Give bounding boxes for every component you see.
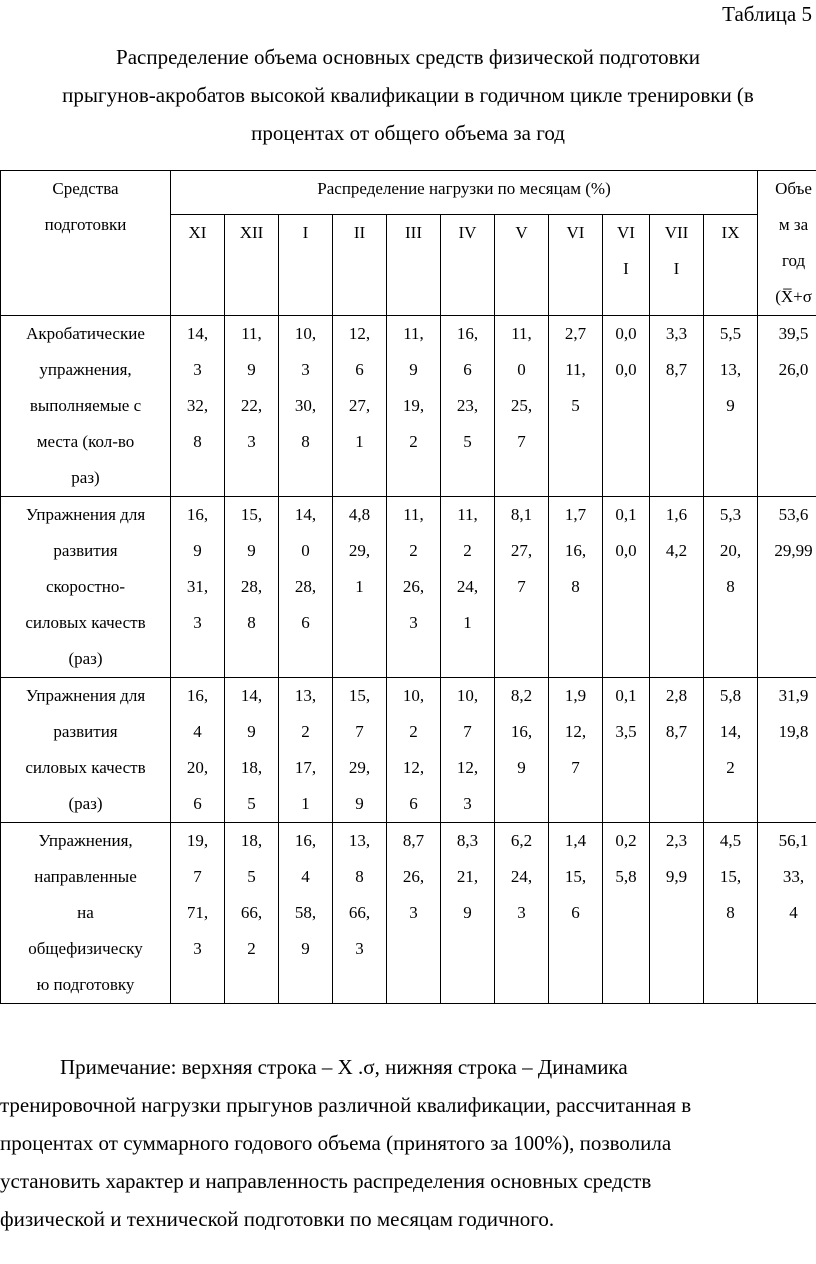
value-cell-line: 4,2 (665, 541, 688, 560)
value-cell-line: 66, (348, 903, 371, 922)
header-month (495, 215, 549, 316)
value-cell-line: 58, (294, 903, 317, 922)
header-month-line: I (302, 223, 309, 242)
value-cell-line: 66, (240, 903, 263, 922)
value-cell-line: 15, (719, 867, 742, 886)
value-cell-line: 12, (402, 758, 425, 777)
total-cell-line: 39,5 (778, 324, 809, 343)
row-name (1, 316, 171, 497)
value-cell-line: 6 (301, 613, 310, 632)
header-month (171, 215, 225, 316)
value-cell (441, 316, 495, 497)
value-cell-line: 8,7 (665, 360, 688, 379)
row-name-line: развития (53, 722, 118, 741)
value-cell-line: 19, (402, 396, 425, 415)
value-cell-line: 19, (186, 831, 209, 850)
value-cell-line: 5,8 (719, 686, 742, 705)
header-month-line: I (673, 259, 680, 278)
value-cell-line: 16, (510, 722, 533, 741)
row-name-line: раз) (71, 468, 100, 487)
value-cell-line: 71, (186, 903, 209, 922)
value-cell (495, 316, 549, 497)
value-cell-line: 2 (301, 722, 310, 741)
value-cell-line: 1,7 (564, 505, 587, 524)
note-line: процентах от суммарного годового объема (принятого за 100%), позволила (0, 1131, 672, 1155)
value-cell-line: 9 (247, 360, 256, 379)
value-cell-line: 7 (463, 722, 472, 741)
row-name-line: (раз) (68, 649, 103, 668)
value-cell-line: 9 (517, 758, 526, 777)
header-month-line: II (353, 223, 366, 242)
value-cell-line: 8 (571, 577, 580, 596)
value-cell-line: 28, (294, 577, 317, 596)
row-name-line: выполняемые с (29, 396, 142, 415)
value-cell-line: 16, (564, 541, 587, 560)
value-cell-line: 8 (726, 577, 735, 596)
value-cell-line: 8,1 (510, 505, 533, 524)
value-cell (603, 316, 650, 497)
value-cell-line: 5 (463, 432, 472, 451)
value-cell-line: 24, (510, 867, 533, 886)
value-cell-line: 11, (403, 324, 424, 343)
value-cell (704, 678, 758, 823)
row-name-line: ю подготовку (36, 975, 135, 994)
value-cell-line: 8,3 (456, 831, 479, 850)
value-cell (387, 678, 441, 823)
value-cell-line: 16, (294, 831, 317, 850)
value-cell-line: 2,7 (564, 324, 587, 343)
header-means-line: подготовки (44, 215, 127, 234)
value-cell (549, 823, 603, 1004)
header-month (225, 215, 279, 316)
value-cell-line: 6 (193, 794, 202, 813)
value-cell (387, 497, 441, 678)
value-cell-line: 11, (511, 324, 532, 343)
value-cell-line: 2 (463, 541, 472, 560)
value-cell (387, 316, 441, 497)
value-cell-line: 16, (456, 324, 479, 343)
value-cell-line: 29, (348, 541, 371, 560)
header-month-line: VI (617, 223, 635, 242)
value-cell-line: 15, (240, 505, 263, 524)
value-cell-line: 8 (247, 613, 256, 632)
value-cell-line: 28, (240, 577, 263, 596)
value-cell-line: 8 (193, 432, 202, 451)
value-cell-line: 5 (247, 867, 256, 886)
header-total-line: (X̅+σ (775, 287, 812, 306)
table-title (0, 38, 816, 152)
value-cell-line: 4 (301, 867, 310, 886)
header-month-line: I (623, 259, 629, 278)
value-cell-line: 7 (571, 758, 580, 777)
value-cell-line: 3 (355, 939, 364, 958)
value-cell (279, 316, 333, 497)
value-cell-line: 30, (294, 396, 317, 415)
value-cell (387, 823, 441, 1004)
header-distribution: Распределение нагрузки по месяцам (%) (171, 171, 758, 215)
total-cell-line: 26,0 (778, 360, 809, 379)
value-cell-line: 20, (719, 541, 742, 560)
row-name-line: развития (53, 541, 118, 560)
value-cell-line: 1,6 (665, 505, 688, 524)
value-cell-line: 24, (456, 577, 479, 596)
total-cell-line: 31,9 (778, 686, 809, 705)
row-name (1, 678, 171, 823)
value-cell-line: 3 (193, 613, 202, 632)
value-cell-line: 3 (193, 939, 202, 958)
total-cell (758, 316, 816, 497)
value-cell-line: 2,3 (665, 831, 688, 850)
value-cell-line: 7 (193, 867, 202, 886)
value-cell (279, 497, 333, 678)
value-cell-line: 1,4 (564, 831, 587, 850)
value-cell-line: 9 (463, 903, 472, 922)
value-cell (495, 497, 549, 678)
value-cell-line: 16, (186, 505, 209, 524)
value-cell-line: 1 (463, 613, 472, 632)
header-month-line: V (515, 223, 528, 242)
value-cell-line: 2,8 (665, 686, 688, 705)
value-cell (279, 678, 333, 823)
row-name-line: силовых качеств (25, 758, 146, 777)
note-line: Примечание: верхняя строка – X .σ, нижняя строка – Динамика (60, 1055, 628, 1079)
value-cell-line: 18, (240, 831, 263, 850)
header-total-line: Объе (775, 179, 812, 198)
value-cell-line: 15, (564, 867, 587, 886)
header-month-line: IX (721, 223, 740, 242)
value-cell (441, 823, 495, 1004)
value-cell-line: 3 (409, 613, 418, 632)
title-line: прыгунов-акробатов высокой квалификации в годичном цикле тренировки (в (62, 83, 754, 107)
value-cell-line: 8,7 (402, 831, 425, 850)
header-month-line: XII (239, 223, 264, 242)
value-cell (603, 678, 650, 823)
value-cell-line: 26, (402, 867, 425, 886)
value-cell (704, 316, 758, 497)
value-cell-line: 8 (726, 903, 735, 922)
note-line: установить характер и направленность распределения основных средств (0, 1169, 652, 1193)
row-name-line: общефизическу (28, 939, 143, 958)
value-cell (650, 497, 704, 678)
value-cell-line: 0,1 (615, 505, 637, 524)
value-cell-line: 14, (719, 722, 742, 741)
value-cell-line: 9 (355, 794, 364, 813)
value-cell-line: 2 (726, 758, 735, 777)
value-cell-line: 5 (571, 396, 580, 415)
value-cell-line: 6 (355, 360, 364, 379)
header-month (279, 215, 333, 316)
value-cell (171, 678, 225, 823)
value-cell-line: 23, (456, 396, 479, 415)
value-cell-line: 18, (240, 758, 263, 777)
value-cell-line: 14, (186, 324, 209, 343)
total-cell (758, 497, 816, 678)
header-month-line: VII (664, 223, 689, 242)
value-cell (333, 497, 387, 678)
value-cell-line: 0,1 (615, 686, 637, 705)
value-cell-line: 10, (402, 686, 425, 705)
note-line: тренировочной нагрузки прыгунов различной квалификации, рассчитанная в (0, 1093, 692, 1117)
value-cell-line: 12, (456, 758, 479, 777)
header-month-line: VI (566, 223, 585, 242)
row-name-line: места (кол-во (36, 432, 135, 451)
value-cell-line: 27, (348, 396, 371, 415)
value-cell-line: 8,7 (665, 722, 688, 741)
value-cell (603, 823, 650, 1004)
value-cell-line: 11, (241, 324, 262, 343)
row-name-line: Упражнения для (25, 505, 146, 524)
value-cell-line: 5,8 (615, 867, 637, 886)
header-month-line: XI (188, 223, 207, 242)
value-cell-line: 32, (186, 396, 209, 415)
header-total-line: м за (778, 215, 809, 234)
value-cell-line: 12, (348, 324, 371, 343)
value-cell-line: 12, (564, 722, 587, 741)
value-cell-line: 3 (193, 360, 202, 379)
value-cell-line: 3 (517, 903, 526, 922)
row-name-line: Упражнения, (38, 831, 133, 850)
value-cell-line: 1 (355, 577, 364, 596)
value-cell (650, 823, 704, 1004)
value-cell (704, 497, 758, 678)
value-cell-line: 0,0 (615, 541, 637, 560)
value-cell-line: 20, (186, 758, 209, 777)
value-cell-line: 7 (517, 577, 526, 596)
value-cell-line: 3 (247, 432, 256, 451)
row-name-line: Упражнения для (25, 686, 146, 705)
note-line: физической и технической подготовки по месяцам годичного. (0, 1207, 555, 1231)
note (0, 1048, 816, 1238)
value-cell-line: 9,9 (665, 867, 688, 886)
value-cell (333, 316, 387, 497)
value-cell-line: 4,5 (719, 831, 742, 850)
distribution-table (0, 170, 816, 1004)
table-caption: Таблица 5 (722, 2, 812, 26)
value-cell-line: 11, (457, 505, 478, 524)
value-cell-line: 0,0 (615, 360, 637, 379)
total-cell-line: 4 (789, 903, 798, 922)
value-cell-line: 3 (463, 794, 472, 813)
value-cell-line: 9 (193, 541, 202, 560)
value-cell (225, 823, 279, 1004)
table-row (1, 316, 816, 497)
value-cell-line: 29, (348, 758, 371, 777)
value-cell-line: 0 (517, 360, 526, 379)
value-cell (441, 497, 495, 678)
total-cell-line: 29,99 (774, 541, 813, 560)
value-cell-line: 3,5 (615, 722, 637, 741)
header-month (704, 215, 758, 316)
value-cell (549, 316, 603, 497)
value-cell-line: 8 (355, 867, 364, 886)
value-cell-line: 2 (409, 722, 418, 741)
value-cell (441, 678, 495, 823)
value-cell (171, 497, 225, 678)
value-cell-line: 6 (409, 794, 418, 813)
table-row (1, 678, 816, 823)
header-month (441, 215, 495, 316)
value-cell-line: 0,0 (615, 324, 637, 343)
title-line: процентах от общего объема за год (251, 121, 565, 145)
value-cell (704, 823, 758, 1004)
value-cell-line: 22, (240, 396, 263, 415)
value-cell-line: 3 (409, 903, 418, 922)
value-cell (650, 678, 704, 823)
header-month-line: IV (458, 223, 477, 242)
row-name-line: Акробатические (26, 324, 145, 343)
total-cell (758, 823, 816, 1004)
total-cell (758, 678, 816, 823)
value-cell-line: 6 (571, 903, 580, 922)
value-cell-line: 6 (463, 360, 472, 379)
value-cell (279, 823, 333, 1004)
header-means (1, 171, 171, 316)
value-cell (495, 678, 549, 823)
value-cell-line: 2 (409, 432, 418, 451)
value-cell-line: 4 (193, 722, 202, 741)
table-row (1, 497, 816, 678)
value-cell-line: 11, (565, 360, 586, 379)
value-cell-line: 1 (355, 432, 364, 451)
value-cell-line: 4,8 (348, 505, 371, 524)
title-line: Распределение объема основных средств физической подготовки (116, 45, 700, 69)
value-cell-line: 1,9 (564, 686, 587, 705)
header-month (603, 215, 650, 316)
value-cell-line: 21, (456, 867, 479, 886)
total-cell-line: 53,6 (778, 505, 809, 524)
value-cell (549, 497, 603, 678)
value-cell (549, 678, 603, 823)
value-cell (333, 678, 387, 823)
header-month (387, 215, 441, 316)
value-cell-line: 5 (247, 794, 256, 813)
value-cell-line: 13, (348, 831, 371, 850)
value-cell (225, 678, 279, 823)
value-cell-line: 13, (719, 360, 742, 379)
value-cell-line: 14, (294, 505, 317, 524)
value-cell-line: 10, (294, 324, 317, 343)
value-cell (650, 316, 704, 497)
value-cell-line: 9 (409, 360, 418, 379)
value-cell (225, 316, 279, 497)
row-name-line: упражнения, (39, 360, 132, 379)
row-name-line: скоростно- (45, 577, 126, 596)
value-cell-line: 5,3 (719, 505, 742, 524)
total-cell-line: 56,1 (778, 831, 809, 850)
row-name-line: силовых качеств (25, 613, 146, 632)
row-name (1, 497, 171, 678)
value-cell-line: 10, (456, 686, 479, 705)
value-cell-line: 2 (247, 939, 256, 958)
row-name-line: (раз) (68, 794, 103, 813)
value-cell-line: 14, (240, 686, 263, 705)
value-cell (225, 497, 279, 678)
value-cell (603, 497, 650, 678)
total-cell-line: 33, (782, 867, 805, 886)
row-name-line: на (77, 903, 94, 922)
header-month (333, 215, 387, 316)
value-cell-line: 16, (186, 686, 209, 705)
total-cell-line: 19,8 (778, 722, 809, 741)
header-total (758, 171, 816, 316)
header-month-line: III (405, 223, 422, 242)
value-cell-line: 7 (517, 432, 526, 451)
header-month (549, 215, 603, 316)
value-cell-line: 7 (355, 722, 364, 741)
table-row (1, 823, 816, 1004)
value-cell-line: 11, (403, 505, 424, 524)
value-cell-line: 9 (726, 396, 735, 415)
row-name (1, 823, 171, 1004)
value-cell-line: 9 (247, 722, 256, 741)
value-cell-line: 13, (294, 686, 317, 705)
value-cell-line: 27, (510, 541, 533, 560)
value-cell-line: 8 (301, 432, 310, 451)
value-cell-line: 6,2 (510, 831, 533, 850)
value-cell-line: 1 (301, 794, 310, 813)
value-cell-line: 31, (186, 577, 209, 596)
value-cell-line: 26, (402, 577, 425, 596)
header-means-line: Средства (52, 179, 119, 198)
value-cell-line: 17, (294, 758, 317, 777)
value-cell (333, 823, 387, 1004)
value-cell (171, 823, 225, 1004)
row-name-line: направленные (34, 867, 137, 886)
value-cell (495, 823, 549, 1004)
value-cell-line: 25, (510, 396, 533, 415)
value-cell-line: 0,2 (615, 831, 637, 850)
value-cell-line: 9 (301, 939, 310, 958)
value-cell (171, 316, 225, 497)
header-month (650, 215, 704, 316)
value-cell-line: 15, (348, 686, 371, 705)
value-cell-line: 5,5 (719, 324, 742, 343)
value-cell-line: 3,3 (665, 324, 688, 343)
header-total-line: год (781, 251, 806, 270)
value-cell-line: 8,2 (510, 686, 533, 705)
value-cell-line: 3 (301, 360, 310, 379)
value-cell-line: 9 (247, 541, 256, 560)
value-cell-line: 2 (409, 541, 418, 560)
value-cell-line: 0 (301, 541, 310, 560)
